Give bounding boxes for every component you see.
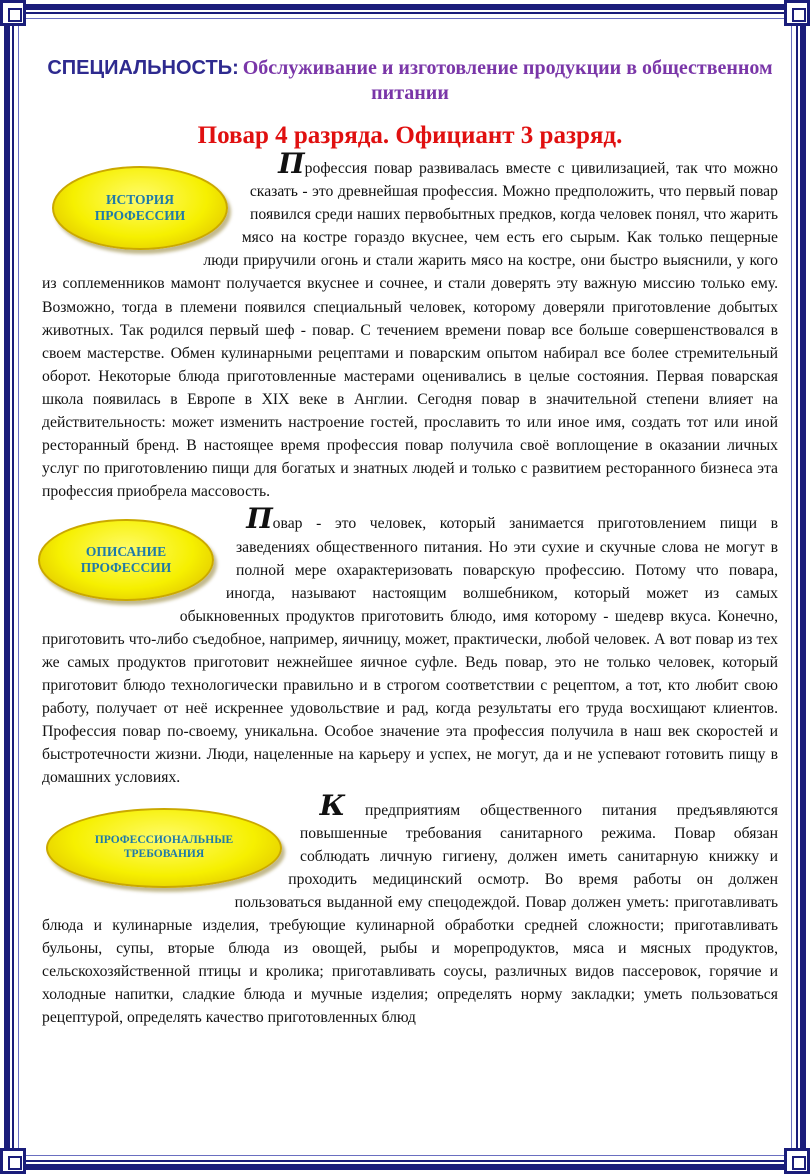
- border-corner-ornament: [0, 0, 26, 26]
- drop-cap: П: [246, 502, 273, 536]
- badge-line: ТРЕБОВАНИЯ: [123, 847, 205, 860]
- paragraph: овар - это человек, который занимается приготовлением пищи в заведениях общественного питания. Но эти сухие и скучные слова не могут в полной мере охарактеризовать поварскую профессию. Потому что повара, иногда, называют настоящим волшебником, который может из самых обыкновенных продуктов приготовить блюдо, имя которому - шедевр вкуса. Конечно, приготовить что-либо съедобное, например, яичницу, может, практически, любой человек. А вот повар из тех же самых продуктов приготовит нежнейшее яичное суфле. Ведь повар, это не только человек, который приготовит блюдо технологически правильно и в строгом соответствии с рецептом, а тот, кто любит свою работу, получает от неё искреннее удовольствие и рад, когда результаты его труда восхищают клиентов. Профессия повар по-своему, уникальна. Особое значение эта профессия получила в наш век скоростей и быстротечности жизни. Люди, нацеленные на карьеру и успех, не могут, да и не успевают готовить пищу в домашних условиях.: [42, 515, 778, 787]
- border-corner-ornament: [784, 1148, 810, 1174]
- badge-line: ИСТОРИЯ: [105, 191, 175, 207]
- paragraph: рофессия повар развивалась вместе с цивилизацией, так что можно сказать - это древнейшая профессия. Можно предположить, что первый повар появился среди наших первобытных предков, когда человек понял, что жарить мясо на костре гораздо вкуснее, чем есть его сырым. Как только пещерные люди приручили огонь и стали жарить мясо на костре, они быстро выяснили, у кого из соплеменников мамонт получается вкуснее и сочнее, и стали доверять эту важную миссию только ему. Возможно, тогда в племени появился специальный человек, которому доверяли приготовление добытых животных. Так родился первый шеф - повар. С течением времени повар все больше совершенствовался в своем мастерстве. Обмен кулинарными рецептами и поварским опытом набирал все более стремительный оборот. Некоторые блюда приготовленные мастерами оценивались в целые состояния. Первая поварская школа появилась в Европе в XIX веке в Англии. Сегодня повар в значительной степени влияет на действительность: может изменить настроение гостей, прославить то или иное имя, создать тот или иной ресторанный бренд. В настоящее время профессия повар получила своё воплощение в оказании личных услуг по приготовлению пищи для богатых и знатных людей и только с развитием ресторанного бизнеса эта профессия приобрела массовость.: [42, 160, 778, 501]
- section-requirements: [42, 788, 778, 1030]
- border-corner-ornament: [0, 1148, 26, 1174]
- specialty-name: Обслуживание и изготовление продукции в общественном питании: [242, 57, 773, 104]
- border-corner-ornament: [784, 0, 810, 26]
- specialty-label: СПЕЦИАЛЬНОСТЬ:: [47, 57, 239, 79]
- section-badge-history: [52, 166, 228, 250]
- section-history: [42, 147, 778, 503]
- drop-cap: П: [278, 147, 305, 180]
- section-description: [42, 502, 778, 789]
- section-badge-requirements: [46, 808, 282, 888]
- paragraph: предприятиям общественного питания предъявляются повышенные требования санитарного режима. Повар обязан соблюдать личную гигиену, должен иметь санитарную книжку и проходить медицинский осмотр. Во время работы он должен пользоваться выданной ему спецодеждой. Повар должен уметь: приготавливать блюда и кулинарные изделия, требующие кулинарной обработки средней сложности; приготавливать бульоны, супы, вторые блюда из овощей, рыбы и морепродуктов, мяса и мясных продуктов, сельскохозяйственной птицы и кролика; приготавливать соусы, различных видов пассеровок, горячие и холодные напитки, сладкие блюда и мучные изделия; определять норму закладки; уметь пользоваться рецептурой, определять качество приготовленных блюд: [42, 801, 778, 1027]
- badge-line: ПРОФЕССИИ: [94, 208, 186, 223]
- document-content: [42, 56, 778, 1029]
- drop-cap: К: [319, 788, 346, 822]
- ranks-heading: Повар 4 разряда. Официант 3 разряд.: [197, 122, 623, 149]
- specialty-heading: [42, 56, 778, 106]
- badge-line: ОПИСАНИЕ: [85, 544, 167, 560]
- badge-line: ПРОФЕССИОНАЛЬНЫЕ: [94, 833, 234, 846]
- badge-line: ПРОФЕССИИ: [80, 560, 172, 576]
- section-badge-description: [38, 519, 214, 601]
